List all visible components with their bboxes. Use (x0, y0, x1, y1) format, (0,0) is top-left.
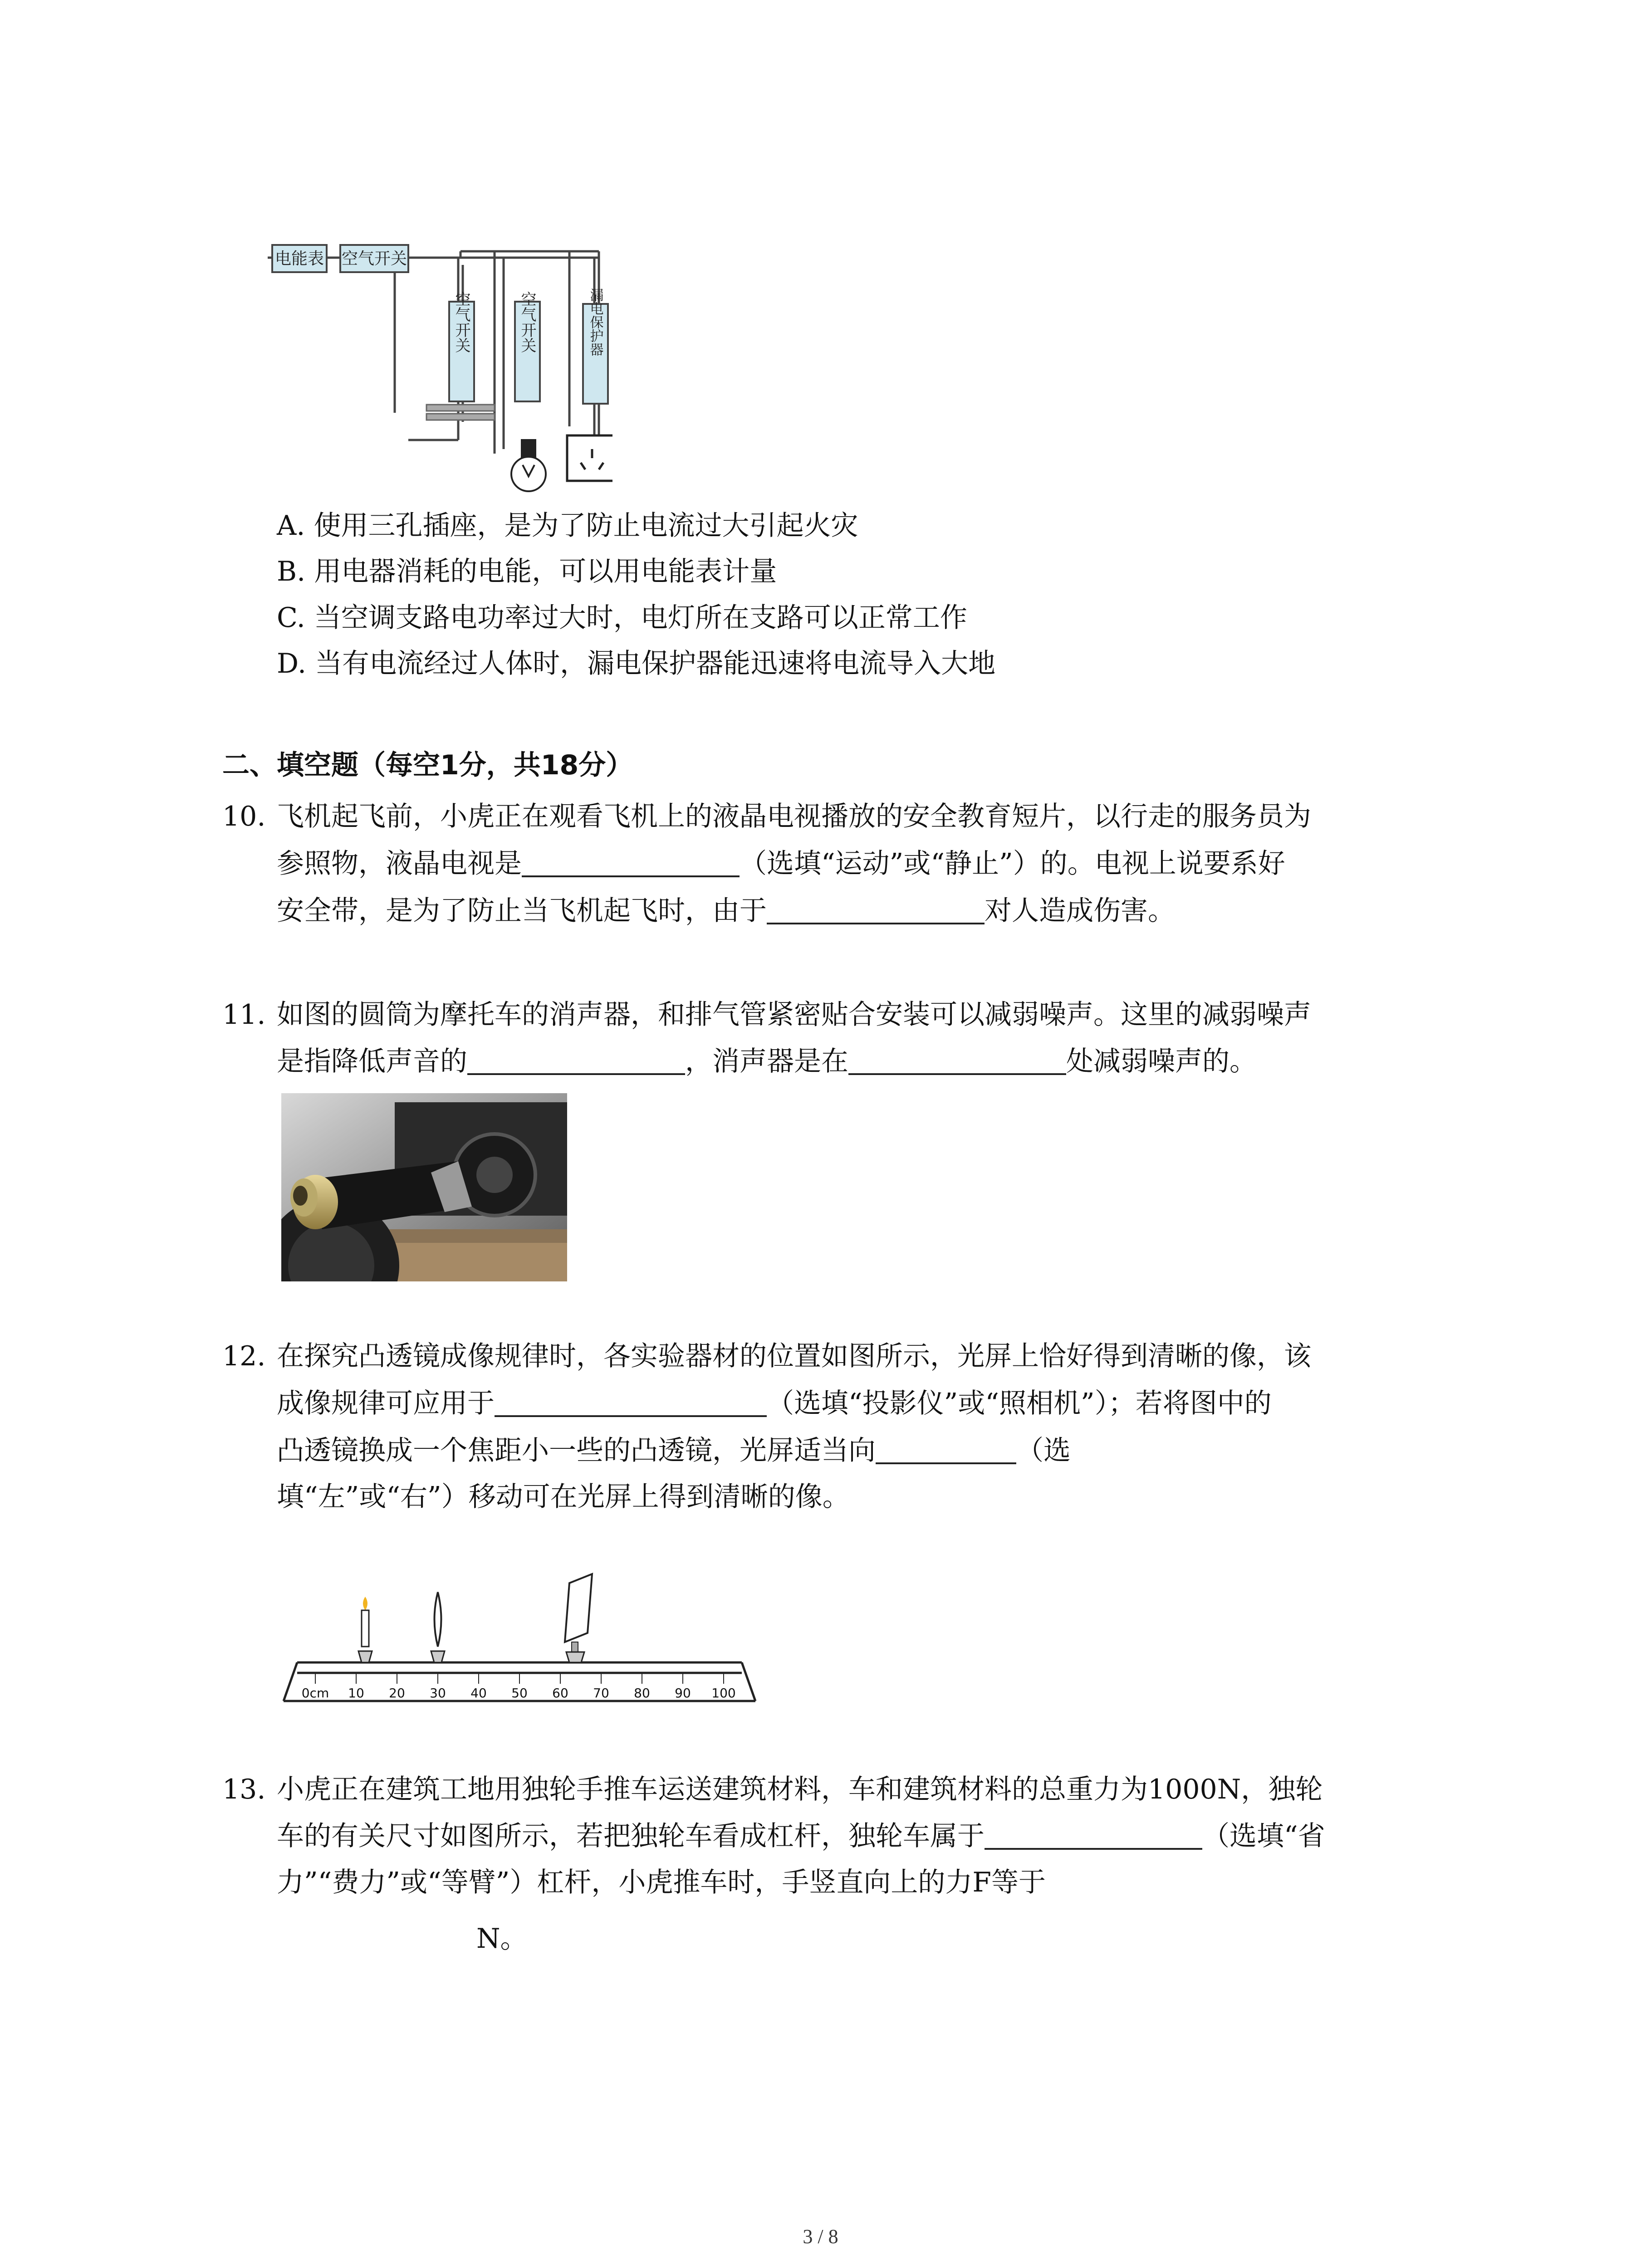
q9-option-b: B. 用电器消耗的电能，可以用电能表计量 (277, 556, 777, 587)
q10-blank-2[interactable] (767, 895, 985, 924)
q10-line-2 (277, 845, 1285, 883)
page-number: 3 / 8 (803, 2225, 838, 2248)
q10-text-2b: （选填“运动”或“静止”）的。电视上说要系好 (740, 848, 1285, 880)
q12-text-2b: （选填“投影仪”或“照相机”）；若将图中的 (767, 1388, 1272, 1419)
q10-number: 10. (222, 801, 266, 832)
motorcycle-muffler-photo (281, 1093, 567, 1281)
q13-line-1: 小虎正在建筑工地用独轮手推车运送建筑材料，车和建筑材料的总重力为1000N，独轮 (277, 1774, 1323, 1805)
q13-line-3: 力”“费力”或“等臂”）杠杆，小虎推车时，手竖直向上的力F等于 (277, 1867, 1046, 1898)
q12-blank-1[interactable] (495, 1388, 767, 1417)
q10-blank-1[interactable] (522, 848, 740, 877)
tick-label: 40 (470, 1686, 487, 1701)
q13-blank-2[interactable] (277, 1912, 472, 1939)
q10-text-3b: 对人造成伤害。 (985, 895, 1175, 927)
q10-line-1: 飞机起飞前，小虎正在观看飞机上的液晶电视播放的安全教育短片，以行走的服务员为 (277, 801, 1311, 832)
q12-text-3b: （选 (1016, 1435, 1071, 1466)
q13-text-2a: 车的有关尺寸如图所示，若把独轮车看成杠杆，独轮车属于 (277, 1820, 985, 1852)
tick-label: 30 (430, 1686, 446, 1701)
tick-label: 20 (389, 1686, 405, 1701)
tick-label: 90 (675, 1686, 691, 1701)
q12-line-4: 填“左”或“右”）移动可在光屏上得到清晰的像。 (277, 1481, 850, 1513)
q12-line-2 (277, 1384, 1272, 1422)
q13-text-2b: （选填“省 (1202, 1820, 1325, 1852)
q11-blank-1[interactable] (467, 1046, 685, 1075)
q11-blank-2[interactable] (848, 1046, 1066, 1075)
tick-label: 10 (348, 1686, 364, 1701)
q11-line-2 (277, 1042, 1257, 1080)
q12-line-3 (277, 1432, 1071, 1470)
branch-switch-2-label: 空气开关 (518, 291, 536, 353)
q12-number: 12. (222, 1340, 266, 1372)
q13-number: 13. (222, 1774, 266, 1805)
circuit-diagram (268, 236, 612, 499)
leakage-protector-label: 漏电保护器 (587, 288, 603, 356)
air-conditioner-icon (426, 405, 495, 420)
q13-blank-1[interactable] (985, 1821, 1202, 1850)
candle-icon (358, 1597, 372, 1662)
q12-text-3a: 凸透镜换成一个焦距小一些的凸透镜，光屏适当向 (277, 1435, 876, 1466)
tick-label: 50 (511, 1686, 528, 1701)
light-screen-icon (565, 1574, 592, 1662)
optical-bench-diagram (279, 1565, 760, 1719)
light-bulb-icon (511, 440, 546, 491)
q9-option-a: A. 使用三孔插座，是为了防止电流过大引起火灾 (277, 510, 858, 542)
bench-ticks (315, 1673, 724, 1684)
main-switch-label: 空气开关 (341, 249, 407, 268)
q10-text-2a: 参照物，液晶电视是 (277, 848, 522, 880)
q9-option-c: C. 当空调支路电功率过大时，电灯所在支路可以正常工作 (277, 602, 967, 634)
q12-text-2a: 成像规律可应用于 (277, 1388, 495, 1419)
q11-text-2b: ，消声器是在 (685, 1046, 848, 1077)
q11-text-2c: 处减弱噪声的。 (1066, 1046, 1257, 1077)
tick-label: 60 (552, 1686, 568, 1701)
q12-blank-2[interactable] (876, 1435, 1016, 1464)
q13-line-4: N。 (476, 1923, 528, 1955)
q13-line-2 (277, 1817, 1325, 1855)
convex-lens-icon (431, 1592, 445, 1662)
q9-option-d: D. 当有电流经过人体时，漏电保护器能迅速将电流导入大地 (277, 648, 996, 679)
meter-label: 电能表 (274, 249, 324, 268)
three-pin-socket-icon (567, 435, 612, 481)
tick-label: 0cm (301, 1686, 329, 1701)
tick-label: 100 (711, 1686, 736, 1701)
section-2-title: 二、填空题（每空1分，共18分） (222, 749, 633, 781)
tick-label: 80 (634, 1686, 650, 1701)
q11-text-2a: 是指降低声音的 (277, 1046, 467, 1077)
q12-line-1: 在探究凸透镜成像规律时，各实验器材的位置如图所示，光屏上恰好得到清晰的像，该 (277, 1340, 1311, 1372)
q10-text-3a: 安全带，是为了防止当飞机起飞时，由于 (277, 895, 767, 927)
q11-number: 11. (222, 999, 266, 1031)
tick-label: 70 (593, 1686, 609, 1701)
q10-line-3 (277, 892, 1175, 930)
q11-line-1: 如图的圆筒为摩托车的消声器，和排气管紧密贴合安装可以减弱噪声。这里的减弱噪声 (277, 999, 1311, 1031)
branch-switch-1-label: 空气开关 (452, 291, 470, 353)
